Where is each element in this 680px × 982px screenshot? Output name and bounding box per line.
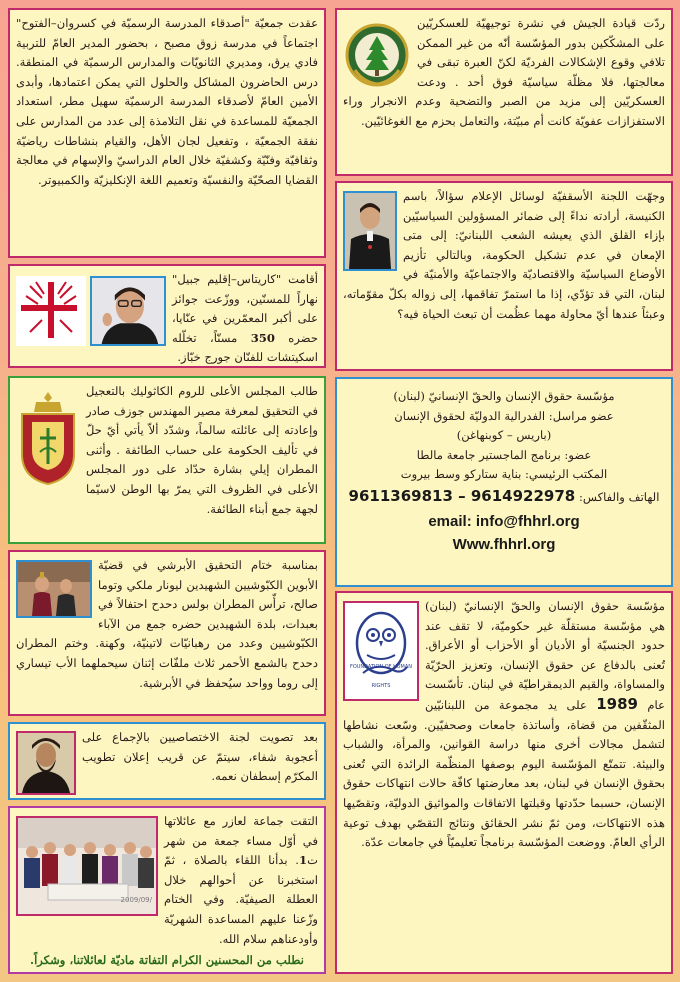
army-emblem-image <box>343 20 411 90</box>
phone-numbers: 9614922978 – 9611369813 <box>348 486 576 505</box>
donation-appeal: نطلب من المحسنين الكرام التفاتة ماديّة لعائلاتنا، وشكراً. <box>30 953 304 968</box>
council-emblem <box>16 388 80 488</box>
article-bishops <box>335 181 673 371</box>
photo-date-stamp: 2009/09/ <box>120 896 152 905</box>
article-catholic-council <box>8 376 326 544</box>
capuchin-photo <box>16 560 92 618</box>
contact-line-1: مؤسّسة حقوق الإنسان والحقّ الإنسانيّ (لبنان) <box>393 389 615 403</box>
article-foundation <box>335 591 673 974</box>
contact-line-5: المكتب الرئيسي: بناية ستاركو وسط بيروت <box>400 467 608 482</box>
caritas-logo <box>16 276 86 346</box>
lazarus-text-1: التقت جماعة لعازر مع عائلاتها في أوّل مساء جمعة من شهر ت <box>164 814 318 868</box>
monk-photo <box>16 731 76 795</box>
council-text: طالب المجلس الأعلى للروم الكاثوليك بالتعجيل في التحقيق لمعرفة مصير المهندس جوزف صادر وإعادته إلى عائلته سالماً، وشدّد ألاّ يأتي أيّ حلّ في تأليف الحكومة على حساب الطائفة . وأثنى المطران إيلي بشارة حدّاد على دور المجلس الأعلى في الظروف التي يمرّ بها الوطن لاسيّما لجهة جمع أبناء الطائفة. <box>86 384 318 516</box>
lazarus-month: 1 <box>299 853 308 868</box>
miracle-text: بعد تصويت لجنة الاختصاصيين بالإجماع على أعجوبة شفاء، سيتمّ عن قريب إعلان تطويب المكرّم إسطفان نعمه. <box>82 730 318 784</box>
contact-line-4: عضو: برنامج الماجستير جامعة مالطا <box>416 447 592 462</box>
caritas-count: 350 <box>250 330 275 345</box>
foundation-text-2: على يد مجموعة من اللبنانيّين المثقّفين من قضاة، وأساتذة جامعات وصحفيّين. وسّعت نشاطها لتشمل مجالات أخرى منها دراسة القوانين، والمرأة، والشباب والبيئة. تتمتّع المؤسّسة اليوم بوصفها المنظّمة الرائدة التي تُعنى بحقوق الإنسان في لبنان، بعد معارضتها كافّة حالات انتهاكات حقوق الإنسان، حسبما حدّدتها وقبلتها الاتفاقات والمواثيق الدوليّة، وتقصّيها هذه الانتهاكات، ومن ثمّ نشر الحقائق ونتائج التقصّي بهدف توعية الرأي العامّ. ووضعت المؤسّسة برنامجاً تعليميّاً في جامعات عدّة. <box>343 697 665 850</box>
website-link[interactable]: Www.fhhrl.org <box>452 536 556 554</box>
article-caritas <box>8 264 326 368</box>
article-lazarus <box>8 806 326 974</box>
bishops-text: وجهّت اللجنة الأسقفيّة لوسائل الإعلام سؤالاً، باسم الكنيسة، أرادته نداءً إلى ضمائر المسؤولين السياسيّين بإزاء القلق الذي يعيشه الشعب اللبنانيّ: إلى متى الإمعان في عدم تشكيل الحكومة، وبالتالي تأزيم الأوضاع السياسيّة والاقتصاديّة والاجتماعيّة والأمنيّة في لبنان، التي قد تؤدّي، إذا ما استمرّ تفاقمها، إلى زواله بكلّ مقوّماته، وعبثاً عندها أيّ محاولة مهما عظُمت أن تبعث الحياة فيه؟ <box>343 189 665 321</box>
phone-label: الهاتف والفاكس: <box>578 489 660 504</box>
lazarus-text-2: . بدأنا اللقاء بالصلاة ، ثمّ استخبرنا عن أحوالهم خلال العطلة الصيفيّة. وفي الختام وزّعنا عليهم المساعدة الشهريّة وأودعناهم سلام الله. <box>164 853 318 946</box>
capuchin-text: بمناسبة ختام التحقيق الأبرشي في قضيّة الأبوين الكبّوشيين الشهيدين ليونار ملكي وتوما صالح، ترأّس المطران بولس دحدح احتفالاً في بعبدات، بلدة الشهيدين حضره جمع من الآباء الكبّوشيين وعدد من رهبانيّات لاتينيّة، وكهنة. وختم المطران دحدح بالشمع الأحمر ثلاث ملفّات إثنان سيحملهما الأب تيساري إلى روما وواحد سيُحفظ في الأبرشية. <box>16 558 318 690</box>
bishop-photo <box>343 191 397 271</box>
foundation-logo <box>343 601 419 701</box>
caritas-text-1: أقامت "كاريتاس–إقليم جبيل" نهاراً للمسنّين، ووزّعت جوائز على أكبر المعمّرين في عنّايا، حضره <box>172 272 318 345</box>
article-miracle <box>8 722 326 800</box>
contact-line-3: (باريس – كوبنهاغن) <box>456 428 552 443</box>
article-army <box>335 8 673 176</box>
caritas-media <box>16 276 166 350</box>
lazarus-group-photo <box>16 816 158 916</box>
caritas-text-2: مسنّاً، تخلّله اسكيتشات للفنّان جورج خبّاز. <box>172 330 318 365</box>
article-capuchin <box>8 550 326 716</box>
foundation-text-1: مؤسّسة حقوق الإنسان والحقّ الإنسانيّ (لبنان) هي مؤسّسة مستقلّة غير حكوميّة، لا تقف عند حدود الجنسيّة أو الأديان أو الأحزاب أو الأعراق. تُعنى بالدفاع عن حقوق الإنسان، وتعزيز الحرّيّة والمساواة، والقيم الديمقراطيّة في لبنان. تأسّست عام <box>425 599 665 712</box>
phone-line <box>343 487 665 508</box>
contact-line-2: عضو مراسل: الفدرالية الدوليّة لحقوق الإنسان <box>394 408 614 423</box>
logo-caption: FOUNDATION OF HUMAN RIGHTS <box>349 663 413 690</box>
army-text: ردّت قيادة الجيش في نشرة توجيهيّة للعسكريّين على المشكّكين بدور المؤسّسة أنّه من غير الممكن تلافي وقوع الإشكالات الفرديّة لكنّ العبرة تبقى في معالجتها، فلا مظلّة سياسيّة فوق أحد . ودعت العسكريّين إلى مزيد من الصبر والتضحية وعدم الانجرار وراء الاستفزازات عفويّة كانت أم مبيّتة، والتعامل بحزم مع الغوغائيّين. <box>343 16 665 128</box>
singer-photo <box>90 276 166 346</box>
foundation-year: 1989 <box>596 694 638 713</box>
article-friends-school <box>8 8 326 258</box>
foundation-contact <box>335 377 673 587</box>
friends-text: عقدت جمعيّة "أصدقاء المدرسة الرسميّة في كسروان–الفتوح" اجتماعاً في مدرسة زوق مصبح ، بحضور المدير العامّ للتربية فادي يرق، ومديري الثانويّات والمدارس الرسميّة في المنطقة. درس الحاضرون المشاكل والحلول التي يمكن اعتمادها، وأبدى الأمين العامّ لأصدقاء المدرسة الرسميّة سهيل مطر، استعداد الجمعيّة للمساعدة في نقل التلامذة إلى عدد من المدارس على نفقة الجمعيّة ، وتفعيل لجان الأهل، والقيام بنشاطات رياضيّة وثقافيّة وفنّيّة وكشفيّة خلال العام الدراسيّ والإسهام في معالجة القضايا الصحّيّة والنفسيّة وتعميم اللغة الإنكليزيّة والكمبيوتر. <box>16 16 318 187</box>
email-address[interactable]: email: info@fhhrl.org <box>428 512 580 530</box>
